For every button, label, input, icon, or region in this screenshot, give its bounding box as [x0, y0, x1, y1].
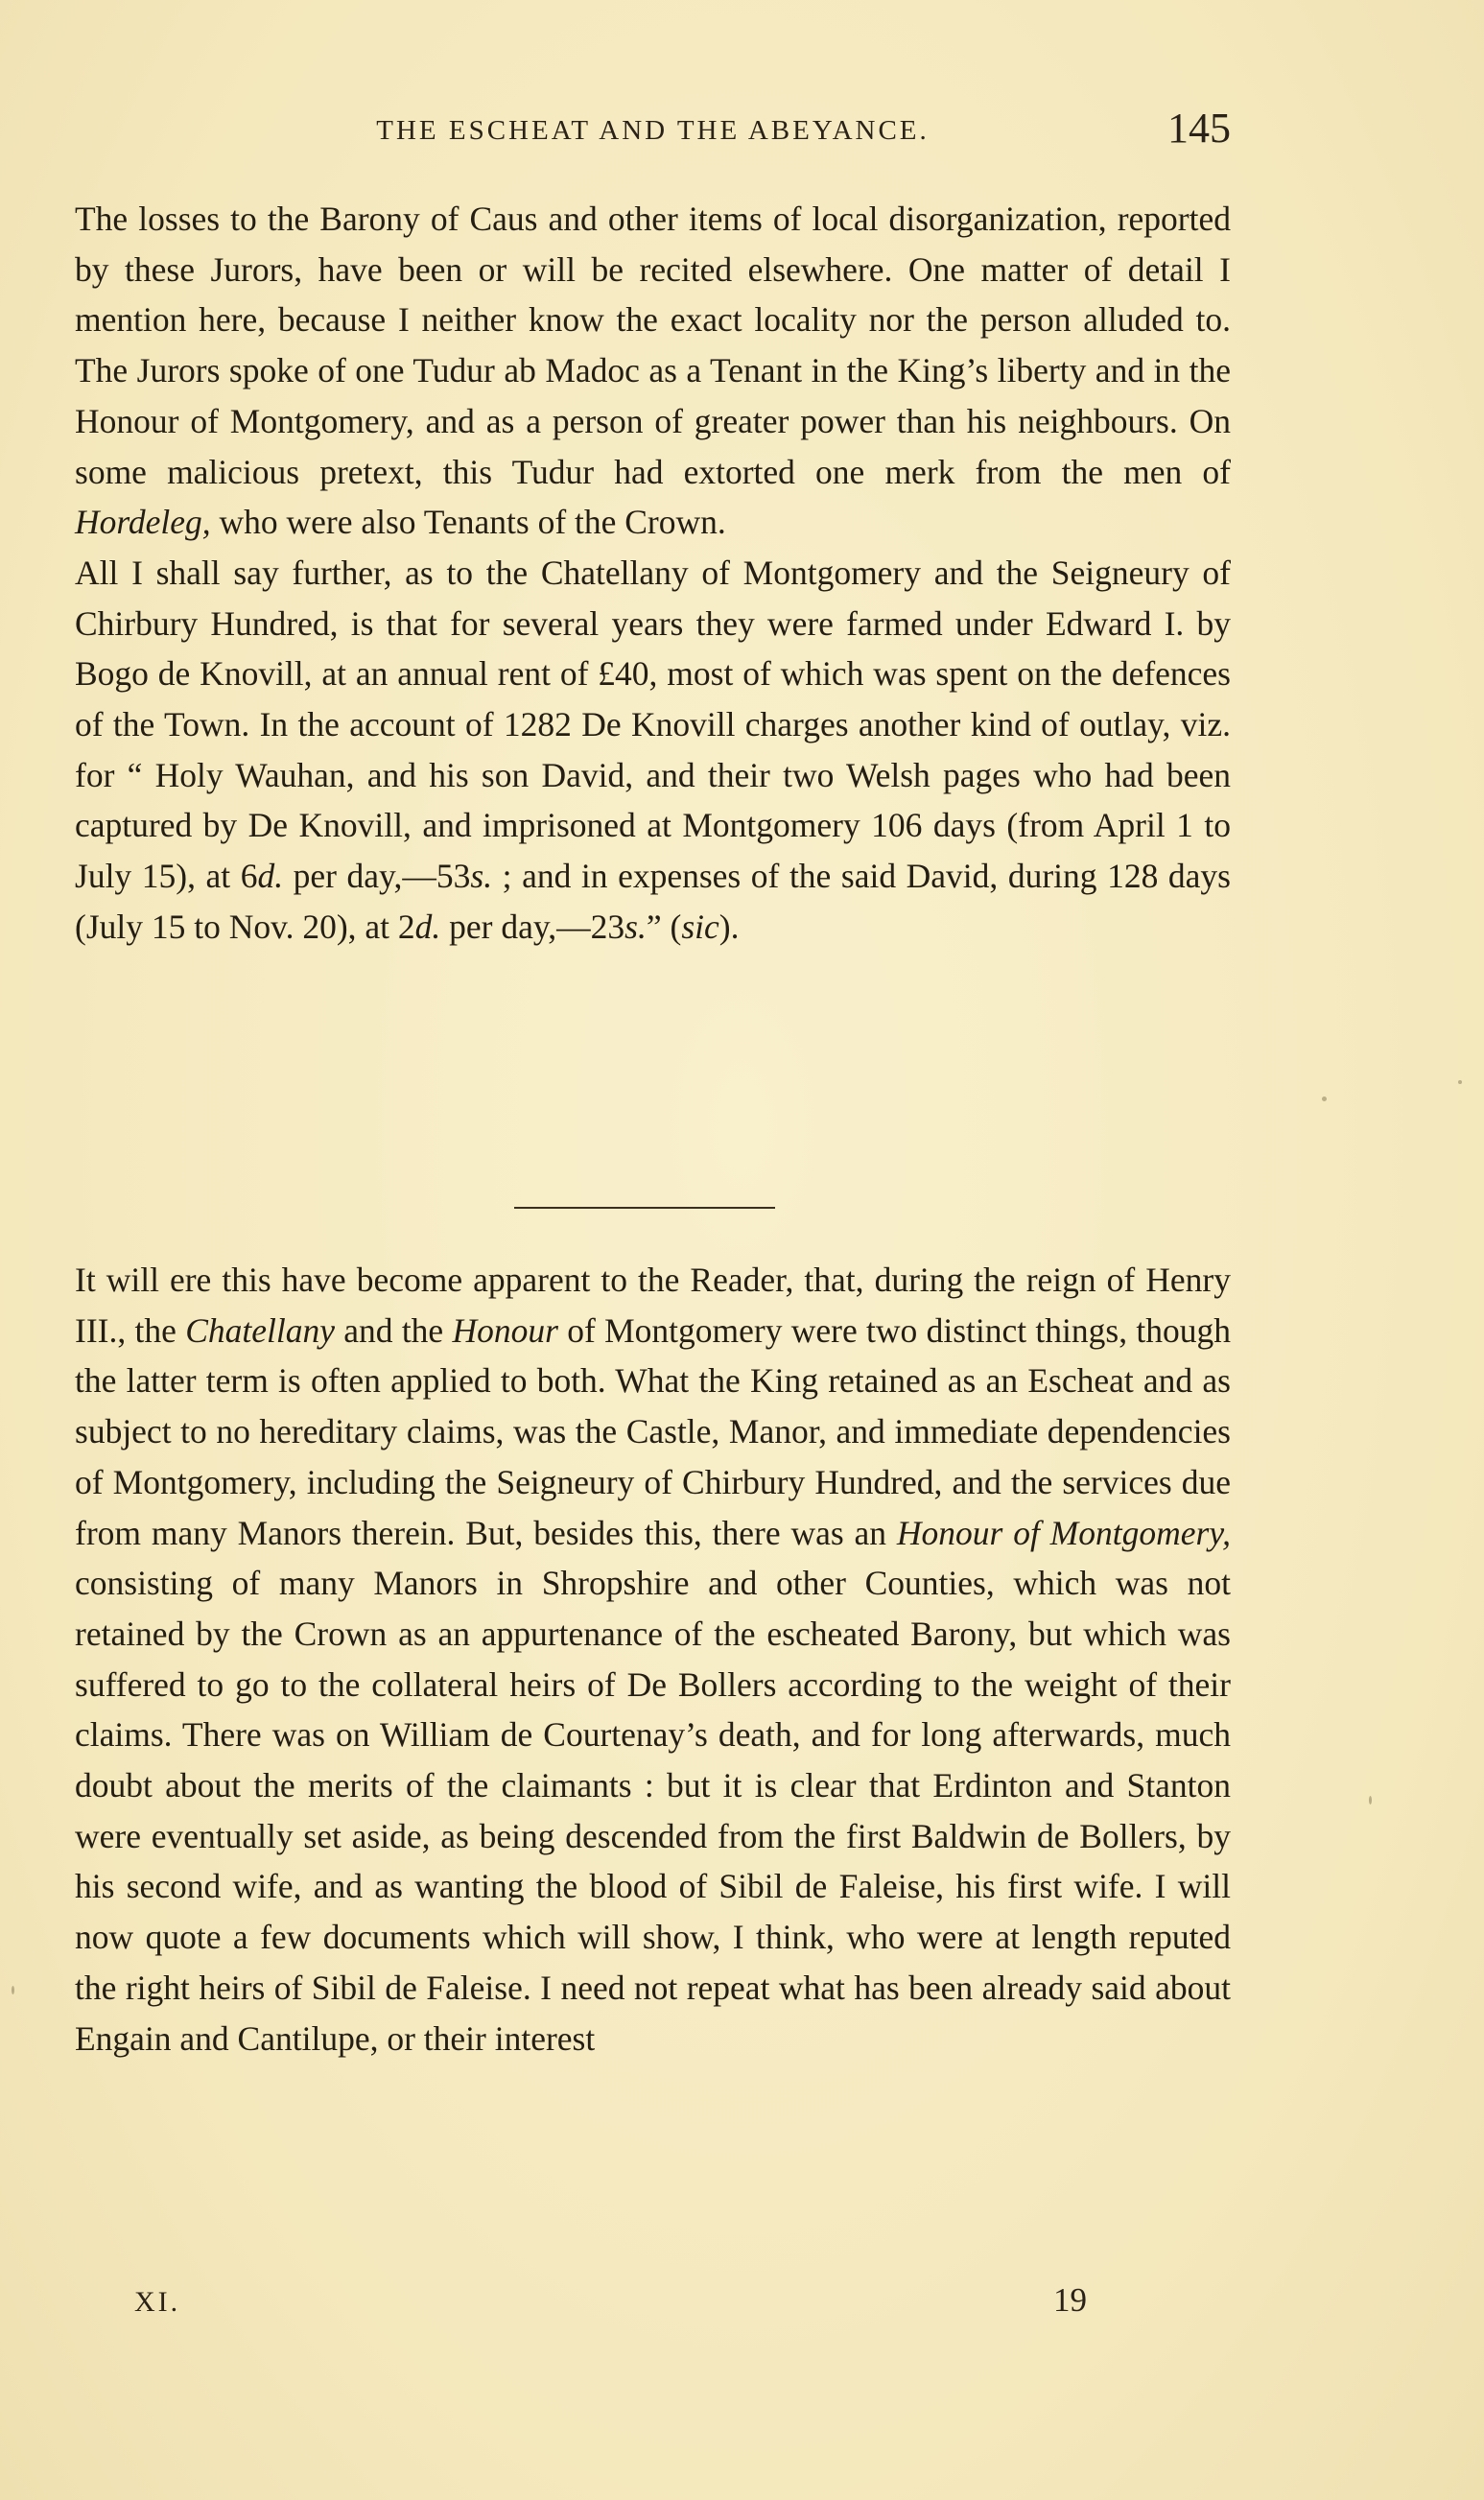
- italic-run: s.: [624, 907, 647, 946]
- text-run: ; and in expenses of the said David, during 128 days (July 15 to Nov. 20), at 2: [75, 857, 1231, 946]
- paper-speck: [1322, 1097, 1327, 1101]
- italic-run: d.: [414, 907, 441, 946]
- paragraph-1: [75, 194, 1231, 548]
- text-run: who were also Tenants of the Crown.: [210, 503, 726, 542]
- text-run: per day,—23: [440, 907, 625, 946]
- paragraph-3: [75, 1255, 1231, 2064]
- italic-run: Chatellany: [185, 1310, 335, 1350]
- text-run: consisting of many Manors in Shropshire and other Counties, which was not retained by the Crown as an appurtenance of the escheated Barony, but which was suffered to go to the collateral heirs of De Bollers according to the weight of their claims. There was on William de Courtenay’s death, and for long afterwards, much doubt about the merits of the claimants : but it is clear that Erdinton and Stanton were eventually set aside, as being descended from the first Baldwin de Bollers, by his second wife, and as wanting the blood of Sibil de Faleise, his first wife. I will now quote a few documents which will show, I think, who were at length reputed the right heirs of Sibil de Faleise. I need not repeat what has been already said about Engain and Cantilupe, or their interest: [75, 1564, 1231, 2058]
- text-run: and the: [334, 1310, 453, 1350]
- text-run: The losses to the Barony of Caus and other items of local disorganization, reported by these Jurors, have been or will be recited elsewhere. One matter of detail I mention here, because I neither know the exact locality nor the person alluded to. The Jurors spoke of one Tudur ab Madoc as a Tenant in the King’s liberty and in the Honour of Montgomery, and as a person of greater power than his neighbours. On some malicious pretext, this Tudur had extorted one merk from the men of: [75, 200, 1231, 491]
- paragraph-2: [75, 548, 1231, 953]
- text-run: All I shall say further, as to the Chatellany of Montgomery and the Seigneury of Chirbury Hundred, is that for several years they were farmed under Edward I. by Bogo de Knovill, at an annual rent of £40, most of which was spent on the defences of the Town. In the account of 1282 De Knovill charges another kind of outlay, viz. for “ Holy Wauhan, and his son David, and their two Welsh pages who had been captured by De Knovill, and imprisoned at Montgomery 106 days (from April 1 to July 15), at 6: [75, 553, 1231, 896]
- signature-mark: XI.: [134, 2286, 181, 2318]
- text-run: It will ere this have become apparent to the Reader, that, during the reign of Henry III., the: [75, 1261, 1231, 1350]
- text-run: ).: [718, 907, 740, 946]
- running-title: THE ESCHEAT AND THE ABEYANCE.: [376, 115, 930, 146]
- italic-run: sic: [681, 907, 719, 946]
- page-number: 145: [1167, 105, 1231, 152]
- italic-run: d.: [257, 857, 284, 896]
- paper-speck: [12, 1986, 14, 1994]
- signature-number: 19: [1053, 2281, 1087, 2319]
- section-divider: [514, 1207, 775, 1209]
- text-block-lower: [75, 1255, 1231, 2064]
- paper-speck: [1458, 1080, 1462, 1084]
- italic-run: Honour of Montgomery,: [896, 1513, 1231, 1552]
- paper-speck: [1369, 1796, 1372, 1804]
- italic-run: Hordeleg,: [75, 503, 211, 542]
- text-run: ” (: [646, 907, 682, 946]
- text-block-upper: [75, 194, 1231, 953]
- text-run: of Montgomery were two distinct things, though the latter term is often applied to both. What the King retained as an Escheat and as subject to no hereditary claims, was the Castle, Manor, and immediate dependencies of Montgomery, including the Seigneury of Chirbury Hundred, and the services due from many Manors therein. But, besides this, there was an: [75, 1310, 1231, 1552]
- italic-run: Honour: [452, 1310, 558, 1350]
- italic-run: s.: [470, 857, 493, 896]
- running-head: [75, 104, 1231, 161]
- text-run: per day,—53: [283, 857, 471, 896]
